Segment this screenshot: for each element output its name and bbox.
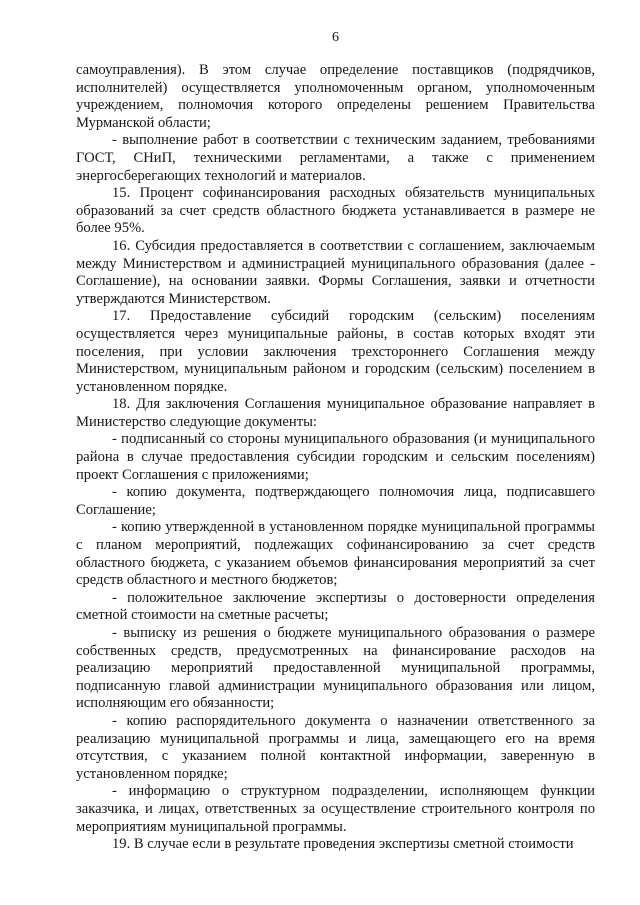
list-item: - копию утвержденной в установленном порядке муниципальной программы с планом мероприятий, подлежащих софинансированию за счет средств областного бюджета, с указанием объемов финансирования мероприятий за счет средств областного и местного бюджетов; <box>76 519 595 589</box>
list-item: - информацию о структурном подразделении, исполняющем функции заказчика, и лицах, ответственных за осуществление строительного контроля по мероприятиям муниципальной программы. <box>76 783 595 835</box>
clause-16: 16. Субсидия предоставляется в соответствии с соглашением, заключаемым между Министерством и администрацией муниципального образования (далее - Соглашение), на основании заявки. Формы Соглашения, заявки и отчетности утверждаются Министерством. <box>76 237 595 307</box>
list-item: - подписанный со стороны муниципального образования (и муниципального района в случае предоставления субсидии городским и сельским поселениям) проект Соглашения с приложениями; <box>76 431 595 483</box>
list-item: - копию распорядительного документа о назначении ответственного за реализацию муниципальной программы и лица, замещающего его на время отсутствия, с указанием полной контактной информации, заверенную в установленном порядке; <box>76 712 595 782</box>
document-body <box>76 62 595 854</box>
list-item: - выполнение работ в соответствии с техническим заданием, требованиями ГОСТ, СНиП, техническими регламентами, а также с применением энергосберегающих технологий и материалов. <box>76 132 595 184</box>
list-item: - выписку из решения о бюджете муниципального образования о размере собственных средств, предусмотренных на финансирование расходов на реализацию мероприятий предоставленной муниципальной программы, подписанную главой администрации муниципального образования или лицом, исполняющим его обязанности; <box>76 625 595 712</box>
clause-18: 18. Для заключения Соглашения муниципальное образование направляет в Министерство следующие документы: <box>76 396 595 430</box>
paragraph: самоуправления). В этом случае определение поставщиков (подрядчиков, исполнителей) осуществляется уполномоченным органом, уполномоченным учреждением, полномочия которого определены решением Правительства Мурманской области; <box>76 62 595 131</box>
clause-17: 17. Предоставление субсидий городским (сельским) поселениям осуществляется через муниципальные районы, в состав которых входят эти поселения, при условии заключения трехстороннего Соглашения между Министерством, муниципальным районом и городским (сельским) поселением в установленном порядке. <box>76 308 595 395</box>
clause-19: 19. В случае если в результате проведения экспертизы сметной стоимости <box>112 836 574 853</box>
clause-15: 15. Процент софинансирования расходных обязательств муниципальных образований за счет средств областного бюджета устанавливается в размере не более 95%. <box>76 185 595 237</box>
list-item: - положительное заключение экспертизы о достоверности определения сметной стоимости на сметные расчеты; <box>76 589 595 624</box>
page-number: 6 <box>332 30 339 45</box>
list-item: - копию документа, подтверждающего полномочия лица, подписавшего Соглашение; <box>76 484 595 518</box>
